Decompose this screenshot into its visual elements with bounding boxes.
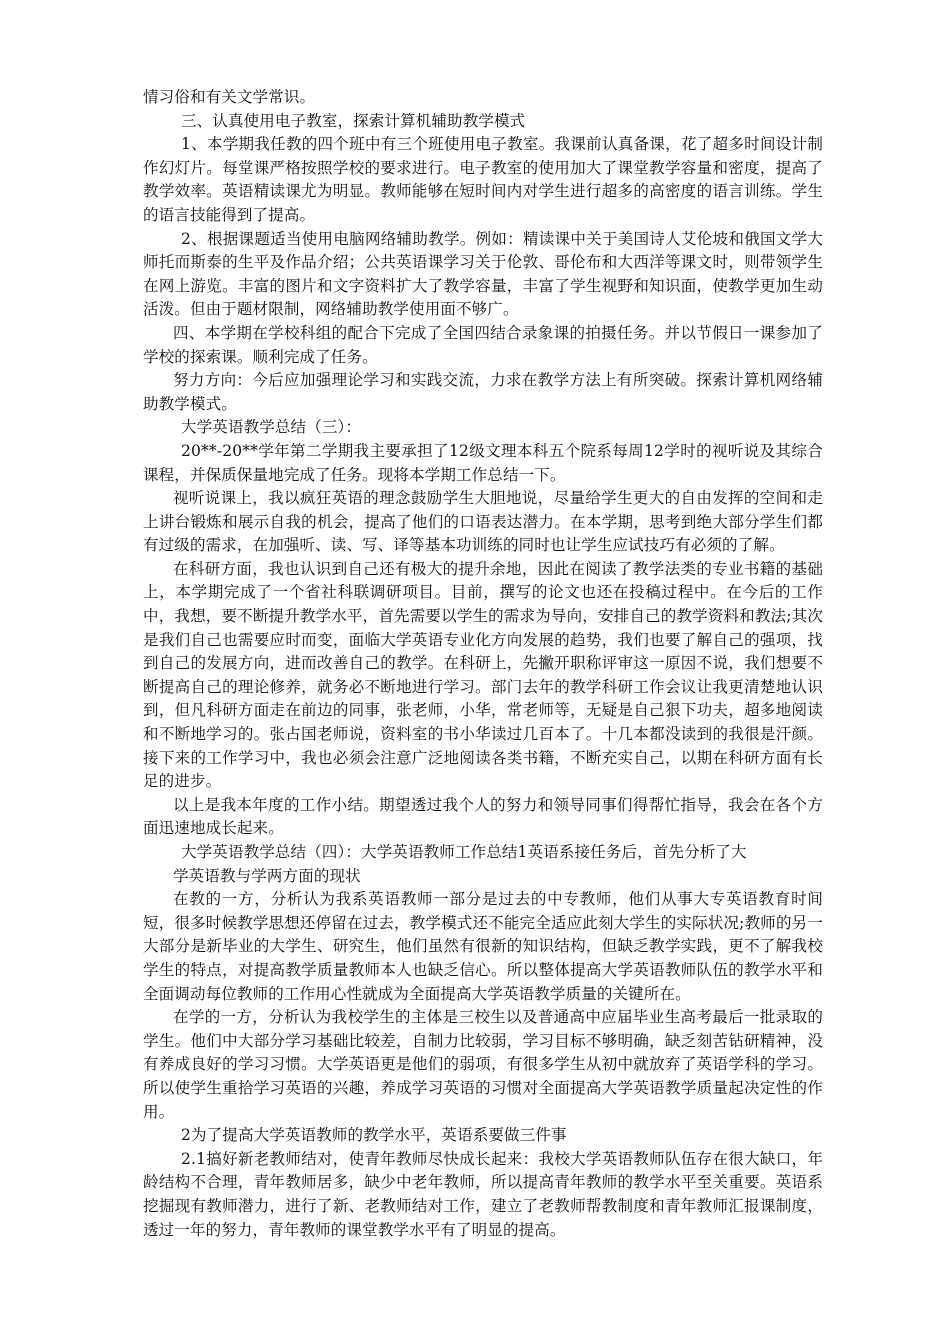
section-heading: 三、认真使用电子教室，探索计算机辅助教学模式 bbox=[181, 111, 526, 130]
section-title: 大学英语教学总结（四）：大学英语教师工作总结1英语系接任务后，首先分析了大 bbox=[181, 843, 747, 861]
paragraph: 努力方向：今后应加强理论学习和实践交流，力求在教学方法上有所突破。探索计算机网络辅助教学模式。 bbox=[143, 371, 823, 413]
paragraph: 20**-20**学年第二学期我主要承担了12级文理本科五个院系每周12学时的视听说及其综合课程，并保质保量地完成了任务。现将本学期工作总结一下。 bbox=[143, 441, 823, 484]
paragraph: 1、本学期我任教的四个班中有三个班使用电子教室。我课前认真备课，花了超多时间设计制作幻灯片。每堂课严格按照学校的要求进行。电子教室的使用加大了课堂教学容量和密度，提高了教学效率。英语精读课尤为明显。教师能够在短时间内对学生进行超多的高密度的语言训练。学生的语言技能得到了提高。 bbox=[143, 135, 823, 224]
paragraph: 视听说课上，我以疯狂英语的理念鼓励学生大胆地说，尽量给学生更大的自由发挥的空间和走上讲台锻炼和展示自我的机会，提高了他们的口语表达潜力。在本学期，思考到绝大部分学生们都有过级的需求，在加强听、读、写、译等基本功训练的同时也让学生应试技巧有必须的了解。 bbox=[143, 489, 823, 555]
paragraph: 在教的一方，分析认为我系英语教师一部分是过去的中专教师，他们从事大专英语教育时间短，很多时候教学思想还停留在过去，教学模式还不能完全适应此刻大学生的实际状况;教师的另一大部分是新毕业的大学生、研究生，他们虽然有很新的知识结构，但缺乏教学实践，更不了解我校学生的特点，对提高教学质量教师本人也缺乏信心。所以整体提高大学英语教师队伍的教学水平和全面调动每位教师的工作用心性就成为全面提高大学英语教学质量的关键所在。 bbox=[143, 890, 823, 1003]
section-title: 大学英语教学总结（三）： bbox=[181, 418, 362, 437]
paragraph: 以上是我本年度的工作小结。期望透过我个人的努力和领导同事们得帮忙指导，我会在各个方面迅速地成长起来。 bbox=[143, 795, 823, 838]
paragraph: 2、根据课题适当使用电脑网络辅助教学。例如：精读课中关于美国诗人艾伦坡和俄国文学大师托而斯泰的生平及作品介绍；公共英语课学习关于伦敦、哥伦布和大西洋等课文时，则带领学生在网上游览。丰富的图片和文字资料扩大了教学容量，丰富了学生视野和知识面，使教学更加生动活泼。但由于题材限制，网络辅助教学使用面不够广。 bbox=[143, 229, 823, 319]
paragraph: 情习俗和有关文学常识。 bbox=[143, 88, 316, 106]
section-heading: 四、本学期在学校科组的配合下完成了全国四结合录象课的拍摄任务。并以节假日一课参加了学校的探索课。顺利完成了任务。 bbox=[143, 323, 823, 366]
paragraph: 2.1搞好新老教师结对，使青年教师尽快成长起来：我校大学英语教师队伍存在很大缺口，年龄结构不合理，青年教师居多，缺少中老年教师，所以提高青年教师的教学水平至关重要。英语系挖掘现有教师潜力，进行了新、老教师结对工作，建立了老教师帮教制度和青年教师汇报课制度，透过一年的努力，青年教师的课堂教学水平有了明显的提高。 bbox=[143, 1149, 823, 1239]
paragraph: 在科研方面，我也认识到自己还有极大的提升余地，因此在阅读了教学法类的专业书籍的基础上，本学期完成了一个省社科联调研项目。目前，撰写的论文也还在投稿过程中。在今后的工作中，我想，要不断提升教学水平，首先需要以学生的需求为导向，安排自己的教学资料和教法;其次是我们自己也需要应时而变，面临大学英语专业化方向发展的趋势，我们也要了解自己的强项，找到自己的发展方向，进而改善自己的教学。在科研上，先撇开职称评审这一原因不说，我们想要不断提高自己的理论修养，就务必不断地进行学习。部门去年的教学科研工作会议让我更清楚地认识到，但凡科研方面走在前边的同事，张老师，小华，常老师等，无疑是自己狠下功夫，超多地阅读和不断地学习的。张占国老师说，资料室的书小华读过几百本了。十几本都没读到的我很是汗颜。接下来的工作学习中，我也必须会注意广泛地阅读各类书籍，不断充实自己，以期在科研方面有长足的进步。 bbox=[143, 559, 823, 791]
paragraph: 在学的一方，分析认为我校学生的主体是三校生以及普通高中应届毕业生高考最后一批录取的学生。他们中大部分学习基础比较差，自制力比较弱，学习目标不够明确，缺乏刻苦钻研精神，没有养成良好的学习习惯。大学英语更是他们的弱项，有很多学生从初中就放弃了英语学科的学习。所以使学生重拾学习英语的兴趣，养成学习英语的习惯对全面提高大学英语教学质量起决定性的作用。 bbox=[143, 1008, 823, 1121]
section-heading: 2为了提高大学英语教师的教学水平，英语系要做三件事 bbox=[181, 1126, 567, 1145]
document-body bbox=[143, 86, 823, 1242]
section-title-continued: 学英语教与学两方面的现状 bbox=[173, 866, 361, 885]
